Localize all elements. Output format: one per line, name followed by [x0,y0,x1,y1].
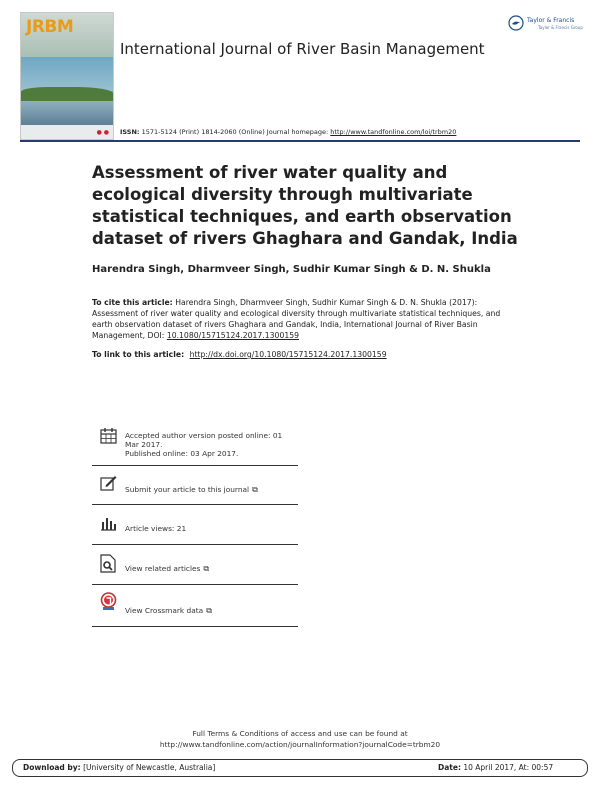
cover-publisher-mark: ● ● [96,129,109,136]
downloaded-by-value: [University of Newcastle, Australia] [83,763,216,772]
terms-text: Full Terms & Conditions of access and use can be found at [192,729,408,738]
cover-sky [21,57,113,91]
issn-text: 1571-5124 (Print) 1814-2060 (Online) Journal homepage: [141,128,329,136]
accepted-date: Accepted author version posted online: 01 Mar 2017. [125,431,283,449]
downloaded-by [23,763,215,772]
cover-water [21,101,113,125]
calendar-icon [100,427,117,444]
download-date-value: 10 April 2017, At: 00:57 [463,763,554,772]
external-link-icon: ⧉ [203,564,210,573]
journal-homepage-link[interactable]: http://www.tandfonline.com/loi/trbm20 [330,128,457,136]
header-divider [20,140,580,142]
publisher-name: Taylor & Francis [527,17,575,24]
article-doi-link[interactable]: http://dx.doi.org/10.1080/15715124.2017.1300159 [189,350,387,359]
bar-chart-icon [100,516,117,531]
download-date [438,763,553,772]
meta-row-dates [92,425,298,466]
crossmark-link[interactable]: View Crossmark data [125,606,204,615]
crossmark-row-content[interactable] [92,584,298,627]
external-link-icon: ⧉ [252,485,258,494]
edit-icon [100,475,117,491]
article-link-line [92,350,387,359]
cover-logo: JRBM [26,17,74,37]
journal-title: International Journal of River Basin Management [120,40,485,58]
related-articles-link[interactable]: View related articles [125,564,201,573]
article-title: Assessment of river water quality and ecological diversity through multivariate statistical techniques, and earth observation dataset of rivers Ghaghara and Gandak, India [92,163,518,248]
submit-article-link[interactable]: Submit your article to this journal [125,485,250,494]
published-date: Published online: 03 Apr 2017. [125,449,239,458]
article-views-row [92,504,298,545]
article-views: Article views: 21 [125,524,187,533]
crossmark-icon [100,592,117,611]
submit-article-row[interactable] [92,465,298,505]
issn-line [120,128,456,136]
citation-label: To cite this article: [92,298,173,307]
issn-label: ISSN: [120,128,140,136]
download-date-label: Date: [438,763,461,772]
journal-cover-image [20,12,114,140]
publisher-group: Taylor & Francis Group [538,25,583,30]
document-search-icon [100,554,116,573]
download-info-bar [12,759,588,777]
citation-block [92,297,517,341]
external-link-icon: ⧉ [206,606,212,615]
citation-doi-link[interactable]: 10.1080/15715124.2017.1300159 [166,331,300,340]
terms-link[interactable]: http://www.tandfonline.com/action/journalInformation?journalCode=trbm20 [159,740,441,749]
link-label: To link to this article: [92,350,185,359]
article-authors: Harendra Singh, Dharmveer Singh, Sudhir Kumar Singh & D. N. Shukla [92,264,491,275]
downloaded-by-label: Download by: [23,763,81,772]
citation-text: Harendra Singh, Dharmveer Singh, Sudhir Kumar Singh & D. N. Shukla (2017): Assessment of river water quality and ecological diversity through multivariate statistical techniques, and earth observation dataset of rivers Ghaghara and Gandak, India, International Journal of River Basin Management, DOI: [92,298,501,340]
terms-notice [0,728,600,750]
related-articles-row[interactable] [92,544,298,585]
publisher-icon [508,15,524,31]
